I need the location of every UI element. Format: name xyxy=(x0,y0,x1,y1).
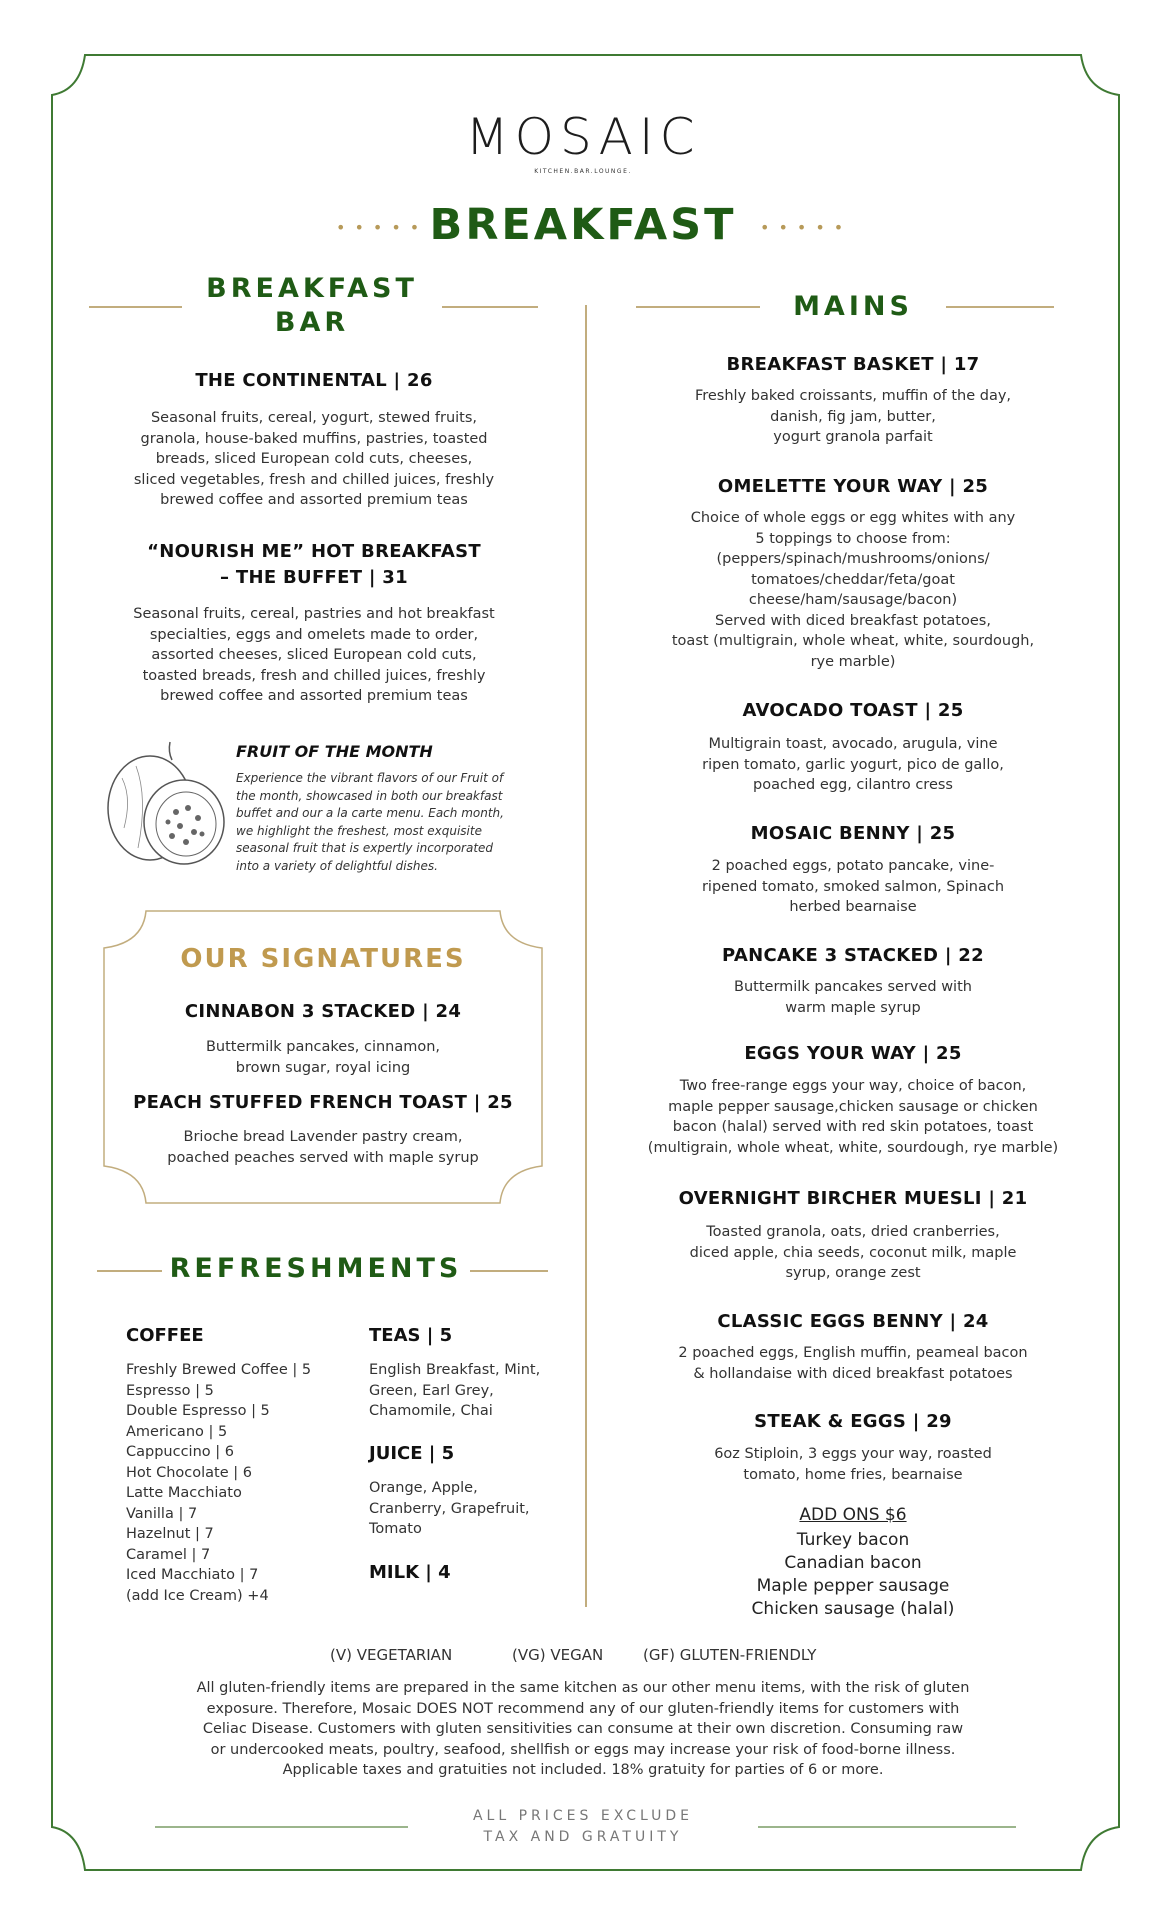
juice-list: Orange, Apple, Cranberry, Grapefruit, Tomato xyxy=(369,1480,530,1537)
divider-line xyxy=(758,1826,1016,1828)
signatures-heading: OUR SIGNATURES xyxy=(180,944,466,974)
menu-item-title: MOSAIC BENNY | 25 xyxy=(750,823,956,844)
menu-item-description: Choice of whole eggs or egg whites with any 5 toppings to choose from: (peppers/spinach/mushrooms/onions/ tomatoes/cheddar/feta/goat cheese/ham/sausage/bacon) Served with diced breakfast potatoes, toast (multigrain, whole wheat, white, sourdough, rye marble) xyxy=(671,510,1035,670)
dietary-legend xyxy=(512,1645,603,1664)
divider-line xyxy=(636,306,760,308)
addons-heading: ADD ONS $6 xyxy=(799,1505,907,1525)
dietary-legend xyxy=(643,1645,816,1664)
passion-fruit-illustration xyxy=(102,738,230,868)
menu-item-description: Freshly baked croissants, muffin of the day, danish, fig jam, butter, yogurt granola parfait xyxy=(694,388,1012,445)
menu-item-description: Buttermilk pancakes served with warm maple syrup xyxy=(734,979,972,1016)
menu-item-description: Seasonal fruits, cereal, pastries and hot breakfast specialties, eggs and omelets made to order, assorted cheeses, sliced European cold cuts, toasted breads, fresh and chilled juices, freshly brewed coffee and assorted premium teas xyxy=(133,606,495,704)
dietary-legend xyxy=(330,1645,452,1664)
mains-heading: MAINS xyxy=(793,291,913,322)
column-divider xyxy=(585,305,587,1607)
refreshments-heading: REFRESHMENTS xyxy=(169,1253,463,1284)
title-dots-left: ••••• xyxy=(336,218,429,237)
teas-heading: TEAS | 5 xyxy=(369,1325,453,1346)
menu-item-title: OMELETTE YOUR WAY | 25 xyxy=(717,476,989,497)
divider-line xyxy=(97,1270,162,1272)
allergen-disclaimer: All gluten-friendly items are prepared in the same kitchen as our other menu items, with the risk of gluten exposure. Therefore, Mosaic DOES NOT recommend any of our gluten-friendly items for customers with Celiac Disease. Customers with gluten sensitivities can consume at their own discretion. Consuming raw or undercooked meats, poultry, seafood, shellfish or eggs may increase your risk of food-borne illness. Applicable taxes and gratuities not included. 18% gratuity for parties of 6 or more. xyxy=(196,1680,970,1778)
divider-line xyxy=(155,1826,408,1828)
menu-item-title: CINNABON 3 STACKED | 24 xyxy=(184,1001,462,1022)
legend-vegetarian: (V) VEGETARIAN xyxy=(330,1646,453,1664)
fruit-of-month-description: Experience the vibrant flavors of our Fruit of the month, showcased in both our breakfast buffet and our a la carte menu. Each month, we highlight the freshest, most exquisite seasonal fruit that is expertly incorporated into a variety of delightful dishes. xyxy=(236,771,504,873)
menu-item-title: BREAKFAST BASKET | 17 xyxy=(726,354,980,375)
menu-item-description: Buttermilk pancakes, cinnamon, brown sugar, royal icing xyxy=(205,1039,441,1076)
coffee-heading: COFFEE xyxy=(126,1325,204,1346)
breakfast-bar-heading: BREAKFAST BAR xyxy=(206,273,418,338)
menu-item-title: STEAK & EGGS | 29 xyxy=(754,1411,952,1432)
menu-item-title: EGGS YOUR WAY | 25 xyxy=(744,1043,962,1064)
menu-item-title: OVERNIGHT BIRCHER MUESLI | 21 xyxy=(678,1188,1028,1209)
brand-tagline: KITCHEN.BAR.LOUNGE. xyxy=(534,168,632,175)
menu-item-description: Toasted granola, oats, dried cranberries, diced apple, chia seeds, coconut milk, maple syrup, orange zest xyxy=(689,1224,1017,1281)
coffee-list: Freshly Brewed Coffee | 5 Espresso | 5 Double Espresso | 5 Americano | 5 Cappuccino | 6 Hot Chocolate | 6 Latte Macchiato Vanilla | 7 Hazelnut | 7 Caramel | 7 Iced Macchiato | 7 (add Ice Cream) +4 xyxy=(126,1362,312,1604)
legend-vegan: (VG) VEGAN xyxy=(512,1646,604,1664)
menu-item-title: PEACH STUFFED FRENCH TOAST | 25 xyxy=(133,1092,513,1113)
menu-item-description: Brioche bread Lavender pastry cream, poached peaches served with maple syrup xyxy=(167,1129,479,1166)
divider-line xyxy=(470,1270,548,1272)
menu-item-description: Two free-range eggs your way, choice of bacon, maple pepper sausage,chicken sausage or chicken bacon (halal) served with red skin potatoes, toast (multigrain, whole wheat, white, sourdough, rye marble) xyxy=(647,1078,1059,1156)
menu-item-description: 6oz Stiploin, 3 eggs your way, roasted tomato, home fries, bearnaise xyxy=(714,1446,992,1483)
page-title: BREAKFAST xyxy=(429,200,737,250)
milk-heading: MILK | 4 xyxy=(369,1562,451,1583)
menu-item-description: Multigrain toast, avocado, arugula, vine ripen tomato, garlic yogurt, pico de gallo, poached egg, cilantro cress xyxy=(702,736,1004,793)
divider-line xyxy=(442,306,538,308)
fruit-of-month-title: FRUIT OF THE MONTH xyxy=(236,742,433,761)
menu-item-title: “NOURISH ME” HOT BREAKFAST – THE BUFFET | 31 xyxy=(147,541,481,588)
price-note: ALL PRICES EXCLUDE TAX AND GRATUITY xyxy=(472,1808,694,1845)
juice-heading: JUICE | 5 xyxy=(369,1443,455,1464)
menu-item-title: CLASSIC EGGS BENNY | 24 xyxy=(717,1311,989,1332)
legend-gluten-friendly: (GF) GLUTEN-FRIENDLY xyxy=(643,1646,817,1664)
menu-item-title: AVOCADO TOAST | 25 xyxy=(742,700,964,721)
menu-item-title: THE CONTINENTAL | 26 xyxy=(195,370,433,391)
divider-line xyxy=(946,306,1054,308)
title-dots-right: ••••• xyxy=(760,218,853,237)
teas-list: English Breakfast, Mint, Green, Earl Grey, Chamomile, Chai xyxy=(369,1362,541,1419)
addons-list: Turkey bacon Canadian bacon Maple pepper sausage Chicken sausage (halal) xyxy=(751,1530,955,1619)
menu-item-description: Seasonal fruits, cereal, yogurt, stewed fruits, granola, house-baked muffins, pastries, toasted breads, sliced European cold cuts, cheeses, sliced vegetables, fresh and chilled juices, freshly brewed coffee and assorted premium teas xyxy=(133,410,495,508)
menu-item-title: PANCAKE 3 STACKED | 22 xyxy=(722,945,984,966)
divider-line xyxy=(89,306,182,308)
menu-item-description: 2 poached eggs, English muffin, peameal bacon & hollandaise with diced breakfast potatoes xyxy=(678,1345,1028,1382)
brand-logo: MOSAIC xyxy=(465,108,701,166)
menu-item-description: 2 poached eggs, potato pancake, vine- ripened tomato, smoked salmon, Spinach herbed bearnaise xyxy=(701,858,1005,915)
